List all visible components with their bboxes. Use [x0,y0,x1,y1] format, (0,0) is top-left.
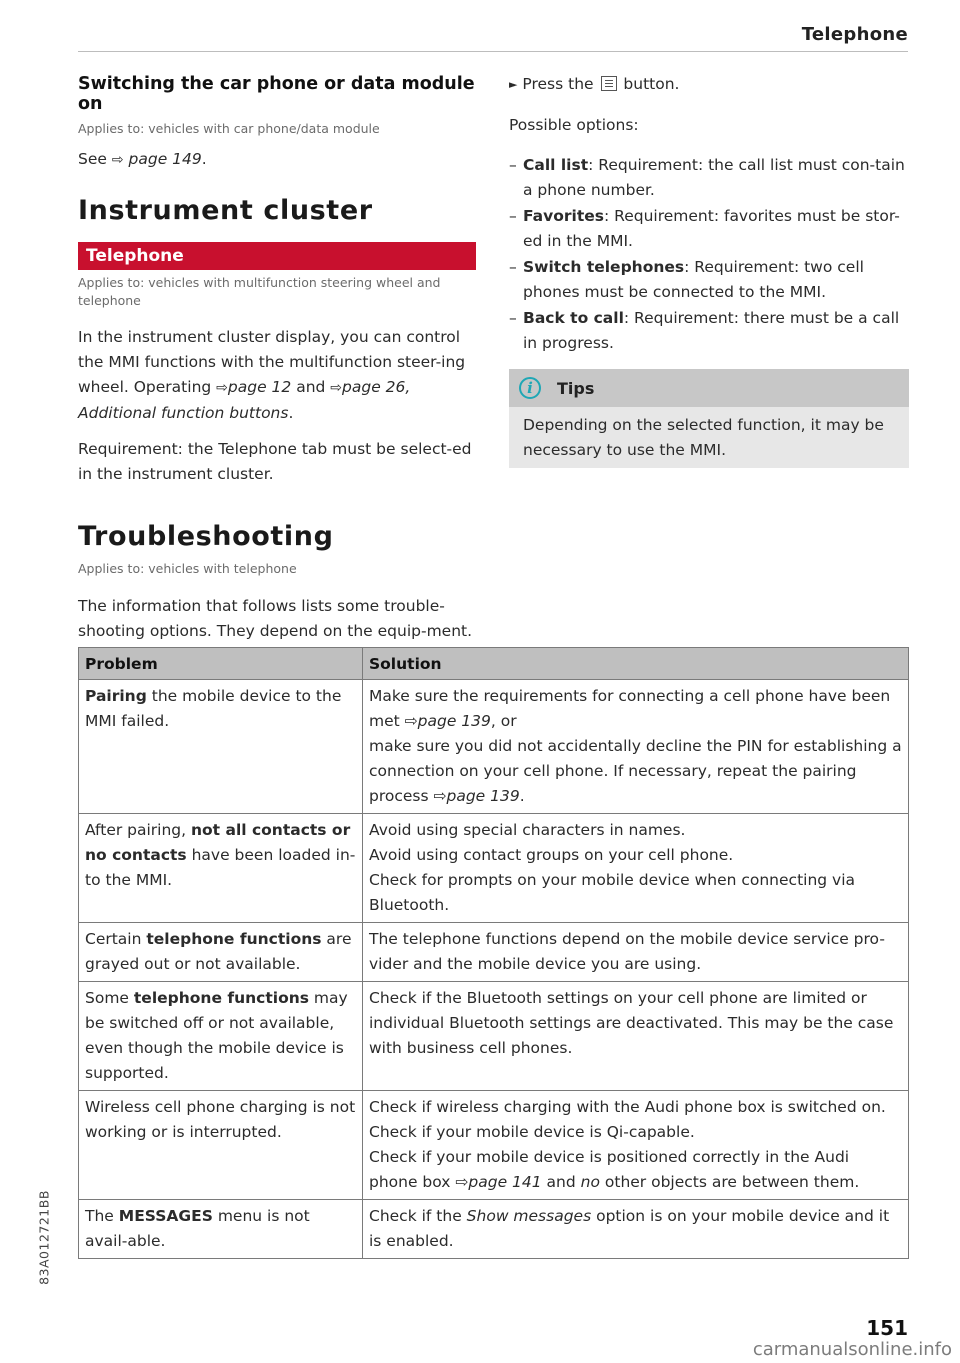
problem-text: Wireless cell phone charging is not working or is interrupted. [85,1098,356,1141]
table-header-row [79,648,909,680]
watermark: carmanualsonline.info [752,1339,952,1360]
solution-text: . [519,787,525,805]
running-header-title: Telephone [801,24,908,45]
problem-cell [79,814,363,923]
dash-bullet: – [509,309,517,327]
left-column [78,72,476,644]
page-number: 151 [866,1316,908,1340]
problem-cell [79,1091,363,1200]
option-text: : Requirement: the call list must con-tain a phone number. [523,156,905,199]
solution-emphasis: Show messages [466,1207,592,1225]
telephone-requirement: Requirement: the Telephone tab must be select-ed in the instrument cluster. [78,440,472,483]
problem-bold: Pairing [85,687,147,705]
column-header-problem: Problem [79,648,363,680]
problem-text: Some [85,989,134,1007]
tips-box [509,369,909,468]
step-text: Press the [522,75,599,93]
problem-bold: not all contacts or no contacts [85,821,351,864]
info-icon: i [519,377,541,399]
solution-text: Make sure the requirements for connecting a cell phone have been met [369,687,891,730]
solution-cell [363,814,909,923]
dash-bullet: – [509,258,517,276]
page-link-141[interactable]: page 141 [468,1173,542,1191]
table-row [79,680,909,814]
solution-text: and [541,1173,581,1191]
tips-header [509,369,909,407]
switching-applies: Applies to: vehicles with car phone/data module [78,121,380,136]
problem-text: are grayed out or not available. [85,930,352,973]
option-name: Favorites [523,207,604,225]
solution-text: , or [490,712,517,730]
table-row [79,1091,909,1200]
option-back-to-call [509,306,909,356]
telephone-paragraph [78,325,476,426]
switching-heading: Switching the car phone or data module on [78,74,475,114]
page-link-139[interactable]: page 139 [417,712,491,730]
problem-bold: telephone functions [133,989,309,1007]
telephone-applies: Applies to: vehicles with multifunction steering wheel and telephone [78,275,441,308]
step-bullet-icon: ► [509,78,518,91]
reference-arrow-icon: ⇨ [111,152,124,168]
tips-body: Depending on the selected function, it may be necessary to use the MMI. [523,416,884,459]
solution-line: Check if wireless charging with the Audi phone box is switched on. [369,1098,886,1116]
solution-line: The telephone functions depend on the mobile device service pro-vider and the mobile device you are using. [369,930,885,973]
tips-title: Tips [557,378,595,398]
solution-line: Check if your mobile device is Qi-capable. [369,1123,695,1141]
option-call-list [509,153,909,203]
problem-cell [79,1200,363,1259]
problem-text: the mobile device to the MMI failed. [85,687,342,730]
instrument-cluster-heading: Instrument cluster [78,195,373,226]
menu-button-icon [601,76,617,91]
reference-arrow-icon: ⇨ [455,1173,469,1191]
reference-arrow-icon: ⇨ [433,787,447,805]
solution-text: Check if the [369,1207,467,1225]
solution-emphasis: no [580,1173,600,1191]
problem-cell [79,982,363,1091]
solution-cell [363,1200,909,1259]
solution-cell [363,680,909,814]
solution-text: Check if your mobile device is positioned correctly in the Audi phone box [369,1148,850,1191]
solution-cell [363,1091,909,1200]
table-row [79,923,909,982]
troubleshooting-table [78,647,909,1259]
solution-text: option is on your mobile device and it is enabled. [369,1207,890,1250]
problem-cell [79,680,363,814]
solution-line: Check for prompts on your mobile device when connecting via Bluetooth. [369,871,856,914]
problem-bold: MESSAGES [118,1207,213,1225]
option-switch-telephones [509,255,909,305]
troubleshooting-intro: The information that follows lists some trouble-shooting options. They depend on the equip-ment. [78,597,473,640]
para-text: In the instrument cluster display, you can control the MMI functions with the multifunction steer-ing wheel. Operating [78,328,466,396]
press-button-step [509,72,909,97]
option-text: : Requirement: there must be a call in progress. [523,309,900,352]
solution-cell [363,923,909,982]
problem-text: Certain [85,930,147,948]
problem-text: After pairing, [85,821,191,839]
option-favorites [509,204,909,254]
solution-text: make sure you did not accidentally decline the PIN for establishing a connection on your cell phone. If necessary, repeat the pairing process [369,737,902,805]
problem-text: The [85,1207,119,1225]
page-link-12[interactable]: page 12 [227,378,292,396]
solution-line: Check if the Bluetooth settings on your cell phone are limited or individual Bluetooth settings are deactivated. This may be the case with business cell phones. [369,989,894,1057]
step-text: button. [618,75,680,93]
document-code-text: 83A012721BB [36,1190,52,1285]
problem-bold: telephone functions [146,930,322,948]
solution-line: Avoid using special characters in names. [369,821,686,839]
problem-cell [79,923,363,982]
page-link-149[interactable]: page 149 [128,150,202,168]
reference-arrow-icon: ⇨ [216,380,228,396]
header-rule [78,51,908,52]
option-name: Call list [523,156,589,174]
option-name: Switch telephones [523,258,685,276]
column-header-solution: Solution [363,648,909,680]
troubleshooting-applies: Applies to: vehicles with telephone [78,561,297,576]
option-name: Back to call [523,309,624,327]
solution-line: Avoid using contact groups on your cell phone. [369,846,734,864]
table-row [79,814,909,923]
switching-see [78,147,476,173]
reference-arrow-icon: ⇨ [330,380,343,396]
para-text: . [288,404,294,422]
option-text: : Requirement: two cell phones must be connected to the MMI. [523,258,864,301]
telephone-section-bar: Telephone [78,242,476,270]
solution-cell [363,982,909,1091]
solution-line [369,684,902,734]
troubleshooting-heading: Troubleshooting [78,521,334,552]
problem-text: may be switched off or not available, even though the mobile device is supported. [85,989,348,1082]
solution-text: other objects are between them. [599,1173,860,1191]
problem-text: have been loaded in-to the MMI. [85,846,356,889]
dash-bullet: – [509,207,517,225]
table-row [79,1200,909,1259]
right-column [509,72,909,468]
reference-arrow-icon: ⇨ [404,712,418,730]
see-prefix: See [78,150,112,168]
page-link-26[interactable]: page 26, Additional function buttons [78,378,411,422]
solution-line [369,1145,902,1195]
option-text: : Requirement: favorites must be stor-ed in the MMI. [523,207,900,250]
solution-line [369,734,902,809]
page-link-139[interactable]: page 139 [446,787,520,805]
dash-bullet: – [509,156,517,174]
para-text: and [291,378,331,396]
see-suffix: . [201,150,207,168]
table-row [79,982,909,1091]
document-code [34,1175,54,1305]
problem-text: menu is not avail-able. [85,1207,310,1250]
possible-options-label: Possible options: [509,116,639,134]
options-list [509,153,909,356]
